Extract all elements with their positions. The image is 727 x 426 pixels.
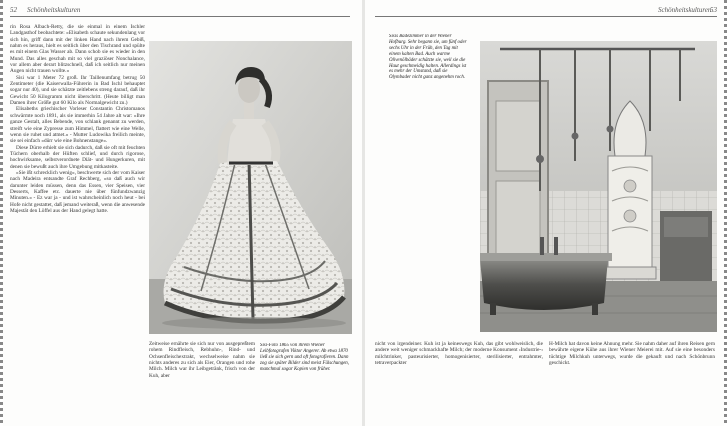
right-page [365,0,727,426]
right-header-rule [375,16,717,17]
right-running-head: Schönheitskulturen [658,6,712,14]
right-photo-caption: Sisis Badezimmer in der Wiener Hofburg. Sehr begann sie, um fünf oder sechs Uhr in der Früh, den Tag mit einem kalten Bad. Auch warme Olivenölbäder schätzte sie, weil sie die Haut geschmeidig halten. Allerdings ist es mehr der Umstand, daß sie Olymbader nicht ganz angenehm roch. [389,34,467,81]
left-paragraph-3: Elisabeths griechischer Vorleser Constantin Christomanos schwärmte noch 1891, als sie immerhin 54 Jahre alt war: »Ihre ganze Gestalt, alles Bebende, von schlank genannt zu werden, streift wie eine Zypresse zum Himmel, flattert wie eine Welle, wenn sie ruhet und atmet.« - Mutter Ludowika freilich meinte, sie sei einfach »dürr wie eine Bohnenstange«. [10,106,145,145]
sisi-portrait-illustration [149,41,352,334]
left-paragraph-5: »Sie ißt schrecklich wenig«, beschwerte sich der vom Kaiser nach Madeira entsandte Graf Rechberg, »so daß auch wir darunter leiden müssen, denn das Essen, vier Speisen, vier Desserts, Kaffee etc. dauerte nie über fünfundzwanzig Minuten.« - Ez war ja - und ist wahrscheinlich noch heut - bei Hofe nicht gestattet, daß jemand weiteraß, wenn die anwesende Majestät den Löffel aus der Hand gelegt hatte. [10,169,145,214]
right-body-column-2: H-Milch hat davon keine Ahnung mehr. Sie nahm daher auf ihren Reisen gern bewährte eigene Kühe aus ihrer Wiener Meierei mit. Auf sie eine besonders tüchtige Milchkuh unterwegs, wurde die gekauft und nach Schönbrunn geschickt. [549,341,715,367]
left-photo-caption: Sisi-Foto 1865 von ihrem Wiener Leibfotografen Viktor Angerer. Ab etwa 1870 ließ sie sich gern und oft fotografieren. Dann zog sie später Bilder sind meist Fälschungen, manchmal sogar Kopien von früher. [260,343,349,372]
left-paragraph-2: Sisi war 1 Meter 72 groß. Ihr Taillenumfang betrug 50 Zentimeter (die Kaiserwalla-Führerin in Bad Ischl behauptet sogar nur 40), und sie schätzte zeitlebens streng darauf, daß ihr Gewicht 50 Kilogramm nicht überschritt. (Heute billigt man Damen ihrer Größe gut 60 Kilo als Normalgewicht zu.) [10,74,145,107]
left-body-column-2: Zeitweise ernährte sie sich nur von ausgepreßtem rohem Rindfleisch, Rebhuhn-, Rind- und Ochsenfleischextrakt, wechselweise nahm sie nichts anderes zu sich als Eier, Orangen und rohe Milch. Milch war ihr Leibgetränk, frisch von der Kuh, aber [149,341,255,379]
left-paragraph-4: Diese Dürre erhielt sie sich dadurch, daß sie oft mit feuchten Tüchern oberhalb der Hüften schlief, und durch rigorose, hochwirksame, selbstverordnete Diät- und Hungerkuren, mit denen sie bewußt auch ihre Umgebung mitkasteite. [10,144,145,170]
left-running-head: Schönheitskulturen [27,6,81,14]
right-body-column: nicht von irgendeiner. Kuh ist ja keineswegs Kuh, das gibt wohlweislich, die andere weit weniger schmackhafte Milch; der moderne Konsument ›Industrie-‹ milchtrinker, pasteurisierter, homogenisierter, sterilisierter, entrahmter, tetraverpackter [375,341,543,367]
left-body-column [10,24,145,396]
sisi-portrait-photo [149,41,352,334]
bathroom-illustration [480,41,717,332]
right-page-number: 53 [710,6,717,14]
left-header-rule [10,16,350,17]
bathroom-photo [480,41,717,332]
left-paragraph-1: rin Rosa Albach-Retty, die sie einmal in einem Ischler Landgasthof beobachtete: »Elisabeth schaute sekundenlang vor sich hin, griff dann mit der linken Hand nach ihrem Gebiß, nahm es heraus, hielt es seitlich über den Tischrand und spülte es mit einem Glas Wasser ab. Dann schob sie es wieder in den Mund. Das alles geschah mit so viel graziöser Nonchalance, vor allem aber derart blitzschnell, daß ich seitlich nur meinen Augen nicht trauen wollte.« [10,24,145,75]
left-page-number: 52 [10,6,17,14]
page-edge-left [0,0,3,426]
left-page [0,0,362,426]
